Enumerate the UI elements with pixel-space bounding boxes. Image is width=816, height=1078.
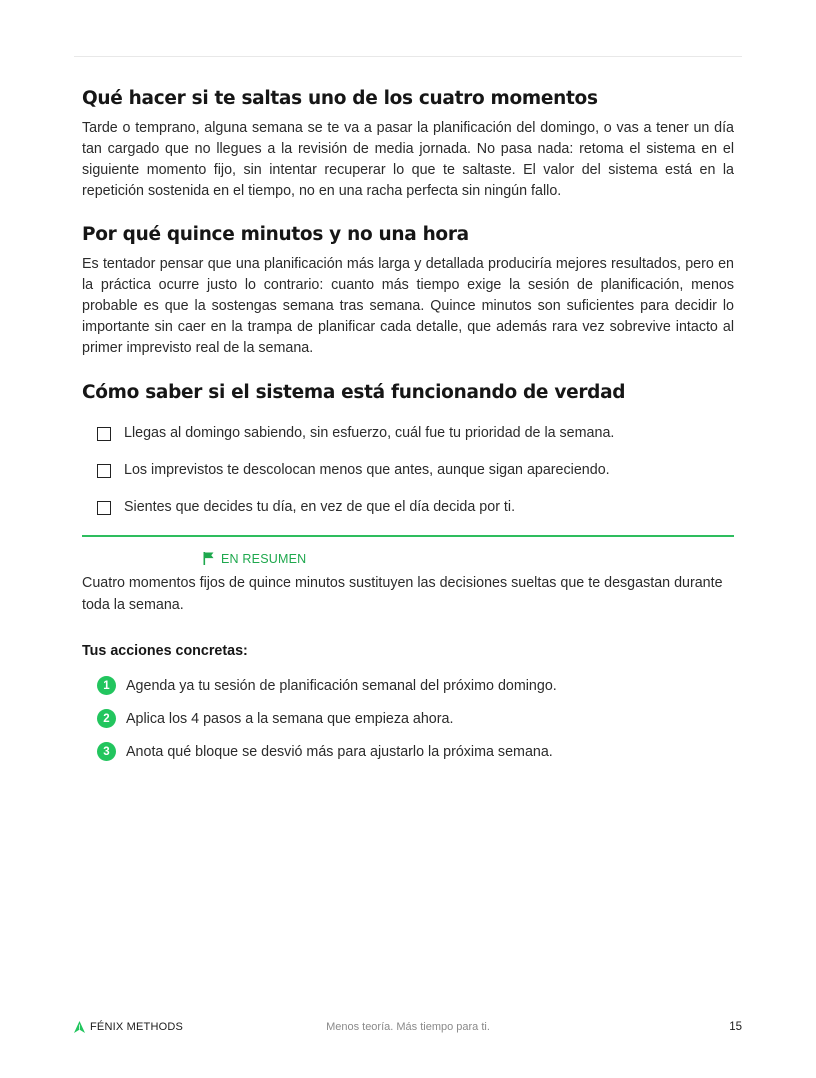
page-footer [74,1021,742,1037]
summary-divider [82,535,734,537]
action-number-badge: 1 [97,676,116,695]
checkbox[interactable] [97,464,111,478]
section-fifteen-minutes [82,222,734,359]
action-item [97,735,734,768]
section-heading: Por qué quince minutos y no una hora [82,224,469,245]
checklist-item [97,451,734,488]
section-body: Es tentador pensar que una planificación más larga y detallada produciría mejores resultados, pero en la práctica ocurre justo lo contrario: cuanto más tiempo exige la sesión de planificación, menos probable es que la sostengas semana tras semana. Quince minutos son suficientes para decidir lo importante sin caer en la trampa de planificar cada detalle, que además rara vez sobrevive intacto al primer imprevisto real de la semana. [82,256,734,356]
page-number: 15 [729,1021,742,1033]
section-heading: Cómo saber si el sistema está funcionando de verdad [82,382,626,403]
action-item [97,669,734,702]
section-is-it-working [82,380,734,525]
checklist-item-label: Los imprevistos te descolocan menos que antes, aunque sigan apareciendo. [124,461,610,478]
checklist-item-label: Sientes que decides tu día, en vez de que el día decida por ti. [124,498,516,515]
action-number-badge: 3 [97,742,116,761]
action-item-text: Aplica los 4 pasos a la semana que empieza ahora. [126,710,454,727]
checkbox[interactable] [97,427,111,441]
checklist-item [97,414,734,451]
header-divider [74,56,742,57]
checklist [82,414,734,525]
summary-label [203,550,734,567]
section-heading: Qué hacer si te saltas uno de los cuatro momentos [82,88,598,109]
section-skipped-moments [82,86,734,202]
checklist-item [97,488,734,525]
action-item [97,702,734,735]
actions-title: Tus acciones concretas: [82,643,248,659]
footer-brand-name: FÉNIX METHODS [90,1021,184,1033]
action-item-text: Agenda ya tu sesión de planificación semanal del próximo domingo. [126,677,557,694]
action-item-text: Anota qué bloque se desvió más para ajustarlo la próxima semana. [126,743,553,760]
flag-icon [203,552,214,565]
summary-label-text: EN RESUMEN [221,551,307,566]
page-content [82,86,734,768]
summary-text: Cuatro momentos fijos de quince minutos sustituyen las decisiones sueltas que te desgastan durante toda la semana. [82,575,723,613]
checklist-item-label: Llegas al domingo sabiendo, sin esfuerzo, cuál fue tu prioridad de la semana. [124,424,615,441]
action-number-badge: 2 [97,709,116,728]
checkbox[interactable] [97,501,111,515]
footer-tagline: Menos teoría. Más tiempo para ti. [326,1021,490,1033]
section-body: Tarde o temprano, alguna semana se te va a pasar la planificación del domingo, o vas a tener un día tan cargado que no llegues a la revisión de media jornada. No pasa nada: retoma el sistema en el siguiente momento fijo, sin intentar recuperar lo que te saltaste. El valor del sistema está en la repetición sostenida en el tiempo, no en una racha perfecta sin ningún fallo. [82,120,734,199]
actions-list [82,669,734,768]
